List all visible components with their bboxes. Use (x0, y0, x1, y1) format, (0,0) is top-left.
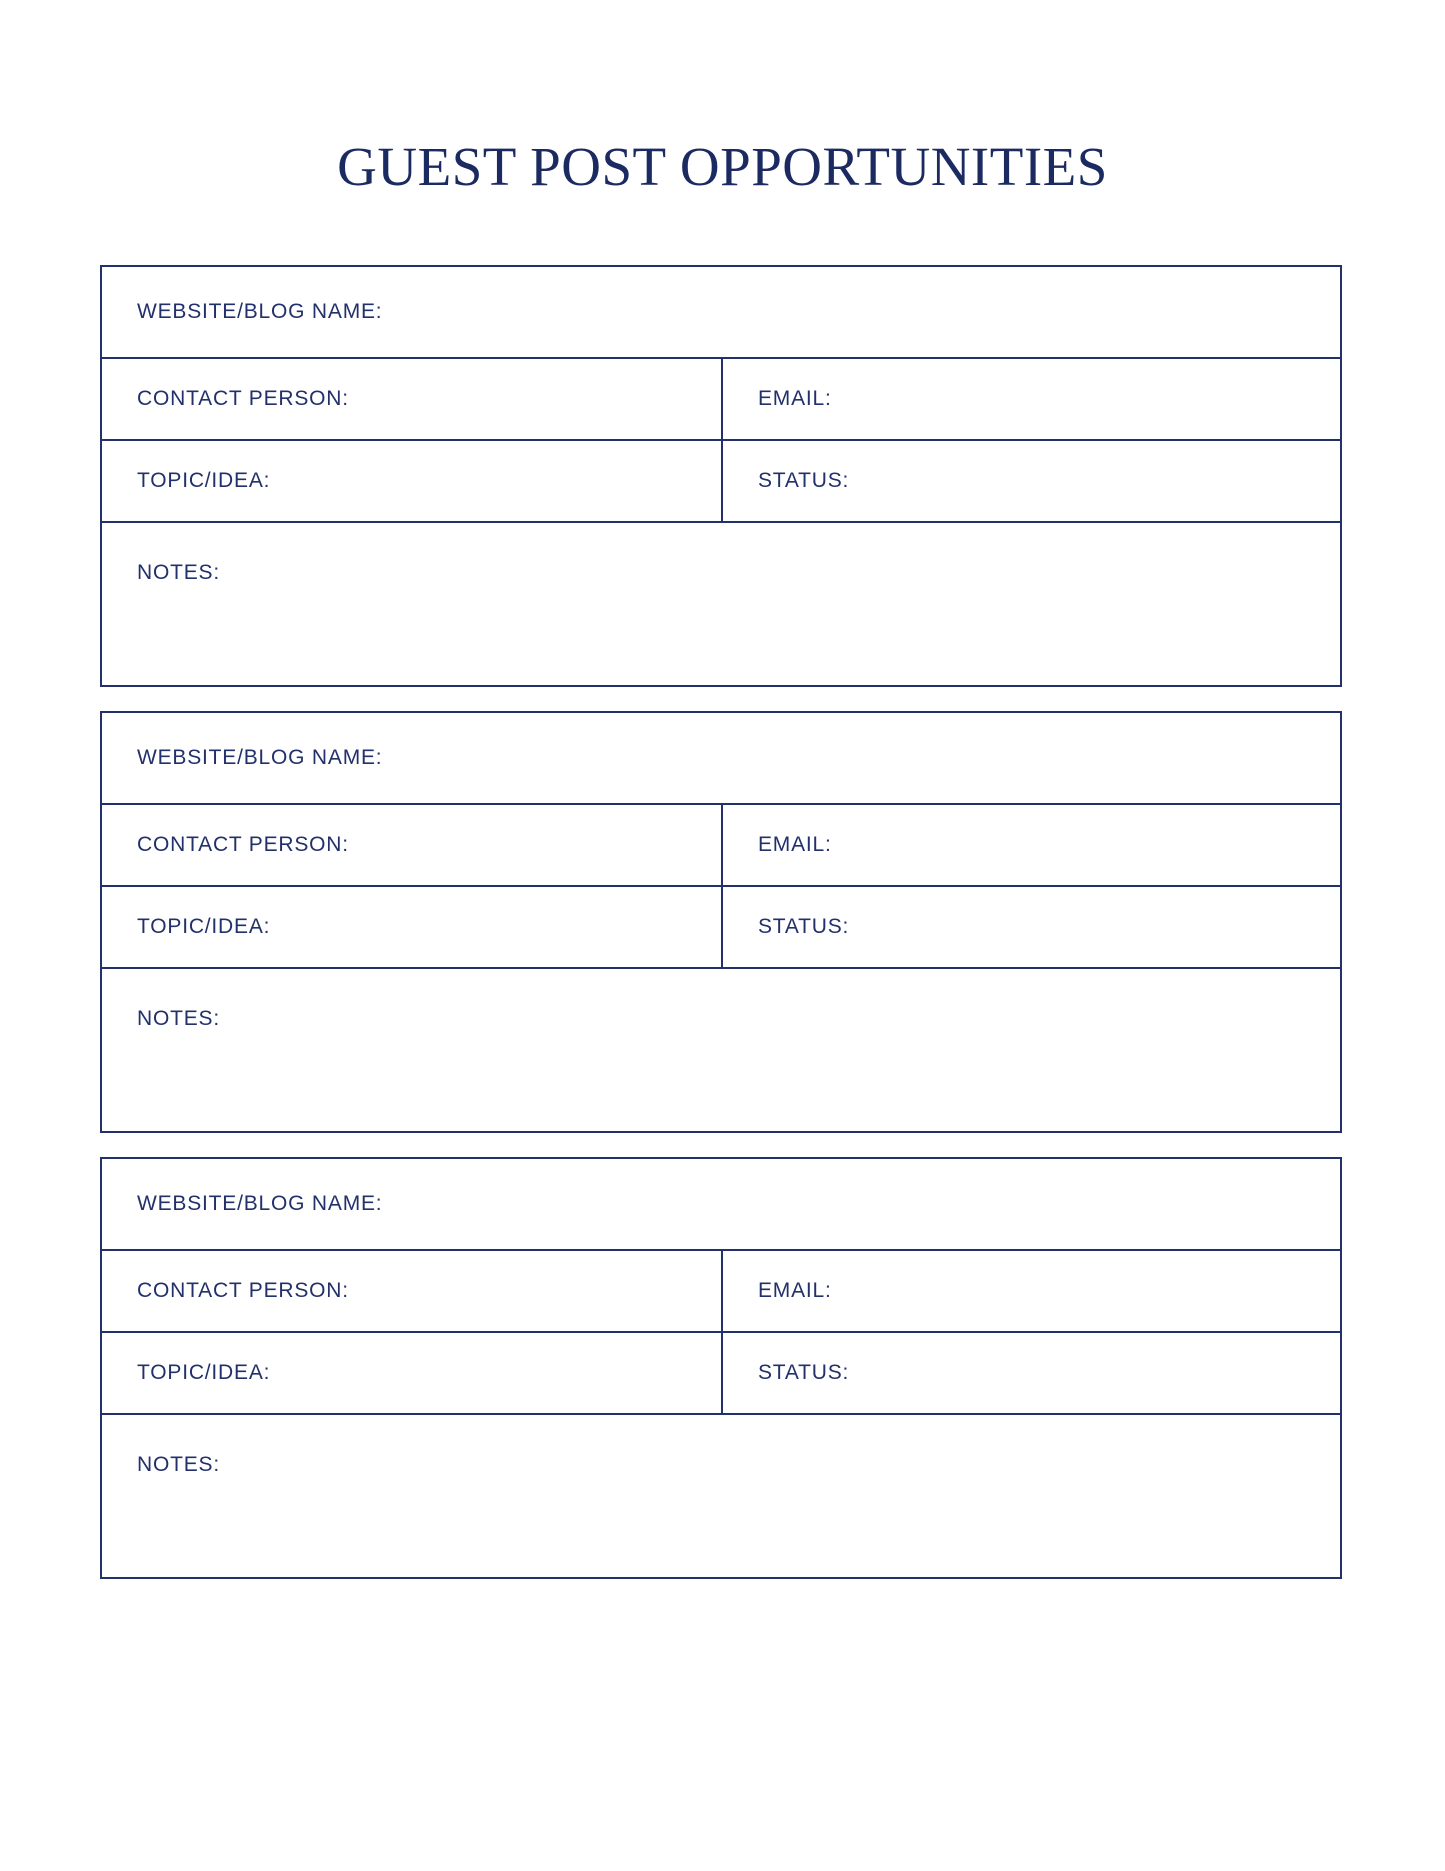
contact-person-input[interactable] (102, 1251, 721, 1331)
notes-cell[interactable] (102, 1415, 1340, 1577)
website-label: WEBSITE/BLOG NAME: (137, 300, 383, 323)
email-input[interactable] (723, 805, 1340, 885)
notes-input[interactable] (102, 523, 1340, 685)
email-label: EMAIL: (758, 387, 832, 410)
entry-card (100, 1157, 1342, 1579)
status-input[interactable] (723, 1333, 1340, 1413)
topic-idea-input[interactable] (102, 441, 721, 521)
contact-email-row (102, 1249, 1340, 1331)
website-row (102, 267, 1340, 357)
topic-status-row (102, 885, 1340, 967)
status-input[interactable] (723, 441, 1340, 521)
topic-status-row (102, 439, 1340, 521)
topic-idea-cell[interactable] (102, 1333, 721, 1413)
topic-idea-cell[interactable] (102, 887, 721, 967)
email-cell[interactable] (721, 1251, 1340, 1331)
status-cell[interactable] (721, 441, 1340, 521)
status-cell[interactable] (721, 887, 1340, 967)
email-input[interactable] (723, 1251, 1340, 1331)
entry-card (100, 265, 1342, 687)
contact-person-input[interactable] (102, 805, 721, 885)
topic-idea-label: TOPIC/IDEA: (137, 469, 271, 492)
contact-person-cell[interactable] (102, 805, 721, 885)
notes-row (102, 521, 1340, 685)
topic-idea-label: TOPIC/IDEA: (137, 915, 271, 938)
notes-row (102, 967, 1340, 1131)
email-label: EMAIL: (758, 1279, 832, 1302)
notes-cell[interactable] (102, 523, 1340, 685)
contact-person-cell[interactable] (102, 359, 721, 439)
topic-idea-input[interactable] (102, 1333, 721, 1413)
contact-person-label: CONTACT PERSON: (137, 1279, 349, 1302)
notes-row (102, 1413, 1340, 1577)
website-cell[interactable] (102, 267, 1340, 357)
topic-idea-input[interactable] (102, 887, 721, 967)
website-input[interactable] (102, 267, 1340, 357)
website-label: WEBSITE/BLOG NAME: (137, 746, 383, 769)
notes-label: NOTES: (137, 1453, 220, 1476)
entry-cards-list (100, 265, 1342, 1603)
contact-person-cell[interactable] (102, 1251, 721, 1331)
email-input[interactable] (723, 359, 1340, 439)
email-label: EMAIL: (758, 833, 832, 856)
contact-person-input[interactable] (102, 359, 721, 439)
contact-person-label: CONTACT PERSON: (137, 833, 349, 856)
email-cell[interactable] (721, 359, 1340, 439)
notes-label: NOTES: (137, 561, 220, 584)
status-cell[interactable] (721, 1333, 1340, 1413)
email-cell[interactable] (721, 805, 1340, 885)
notes-input[interactable] (102, 1415, 1340, 1577)
notes-cell[interactable] (102, 969, 1340, 1131)
notes-label: NOTES: (137, 1007, 220, 1030)
website-row (102, 713, 1340, 803)
contact-person-label: CONTACT PERSON: (137, 387, 349, 410)
status-label: STATUS: (758, 1361, 850, 1384)
topic-status-row (102, 1331, 1340, 1413)
status-label: STATUS: (758, 469, 850, 492)
website-row (102, 1159, 1340, 1249)
status-input[interactable] (723, 887, 1340, 967)
status-label: STATUS: (758, 915, 850, 938)
contact-email-row (102, 803, 1340, 885)
page-title: GUEST POST OPPORTUNITIES (337, 135, 1108, 197)
website-label: WEBSITE/BLOG NAME: (137, 1192, 383, 1215)
topic-idea-label: TOPIC/IDEA: (137, 1361, 271, 1384)
contact-email-row (102, 357, 1340, 439)
website-cell[interactable] (102, 713, 1340, 803)
website-cell[interactable] (102, 1159, 1340, 1249)
topic-idea-cell[interactable] (102, 441, 721, 521)
website-input[interactable] (102, 713, 1340, 803)
notes-input[interactable] (102, 969, 1340, 1131)
entry-card (100, 711, 1342, 1133)
website-input[interactable] (102, 1159, 1340, 1249)
